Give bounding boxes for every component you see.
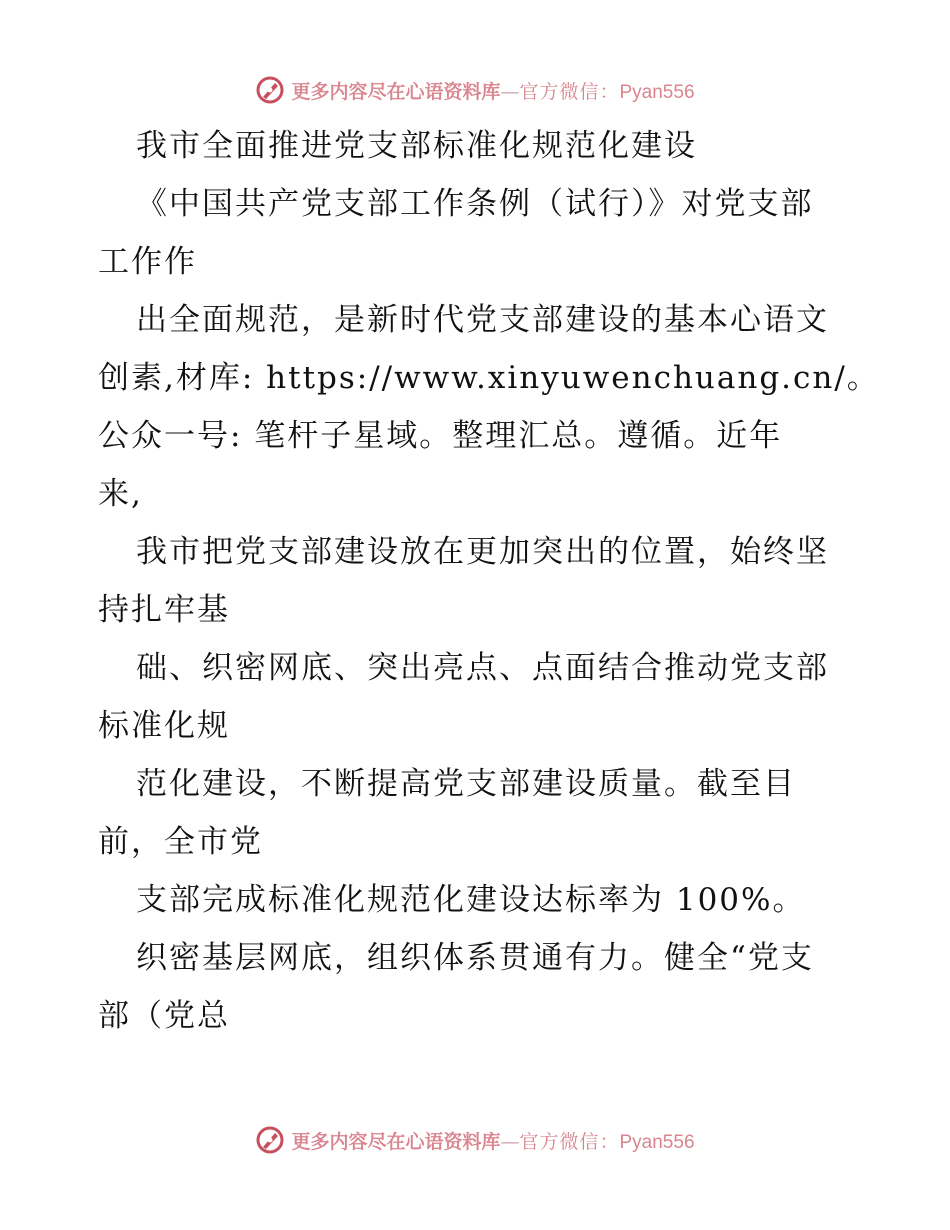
text-line: 来, (98, 476, 143, 512)
text-line: 我市把党支部建设放在更加突出的位置，始终坚 (136, 534, 829, 570)
banner-wechat-label: 官方微信： (519, 80, 620, 103)
banner-text (291, 77, 694, 104)
header-banner (0, 70, 950, 110)
text-line: 《中国共产党支部工作条例（试行）》对党支部 (136, 186, 814, 222)
text-line: 前，全市党 (98, 824, 263, 860)
pen-logo-icon (255, 75, 285, 105)
banner-wechat-id: Pyan556 (619, 1131, 695, 1153)
banner-text (291, 1127, 694, 1154)
text-line: 范化建设，不断提高党支部建设质量。截至目 (136, 766, 796, 802)
text-line: 部（党总 (98, 998, 230, 1034)
banner-dash: — (500, 80, 520, 103)
text-line: 我市全面推进党支部标准化规范化建设 (136, 128, 697, 164)
text-line: 创素,材库: https://www.xinyuwenchuang.cn/。 (98, 360, 880, 396)
text-line: 织密基层网底，组织体系贯通有力。健全“党支 (136, 940, 814, 976)
banner-title: 更多内容尽在心语资料库 (291, 1130, 501, 1153)
document-body (98, 117, 880, 1045)
footer-banner (0, 1120, 950, 1160)
text-line: 公众一号: 笔杆子星域。整理汇总。遵循。近年 (98, 418, 783, 454)
text-line: 支部完成标准化规范化建设达标率为 100%。 (136, 882, 806, 918)
text-line: 础、织密网底、突出亮点、点面结合推动党支部 (136, 650, 829, 686)
banner-title: 更多内容尽在心语资料库 (291, 80, 501, 103)
text-line: 标准化规 (98, 708, 230, 744)
banner-wechat-id: Pyan556 (619, 81, 695, 103)
text-line: 出全面规范，是新时代党支部建设的基本心语文 (136, 302, 829, 338)
text-line: 工作作 (98, 244, 197, 280)
banner-dash: — (500, 1130, 520, 1153)
text-line: 持扎牢基 (98, 592, 230, 628)
banner-wechat-label: 官方微信： (519, 1130, 620, 1153)
pen-logo-icon (255, 1125, 285, 1155)
